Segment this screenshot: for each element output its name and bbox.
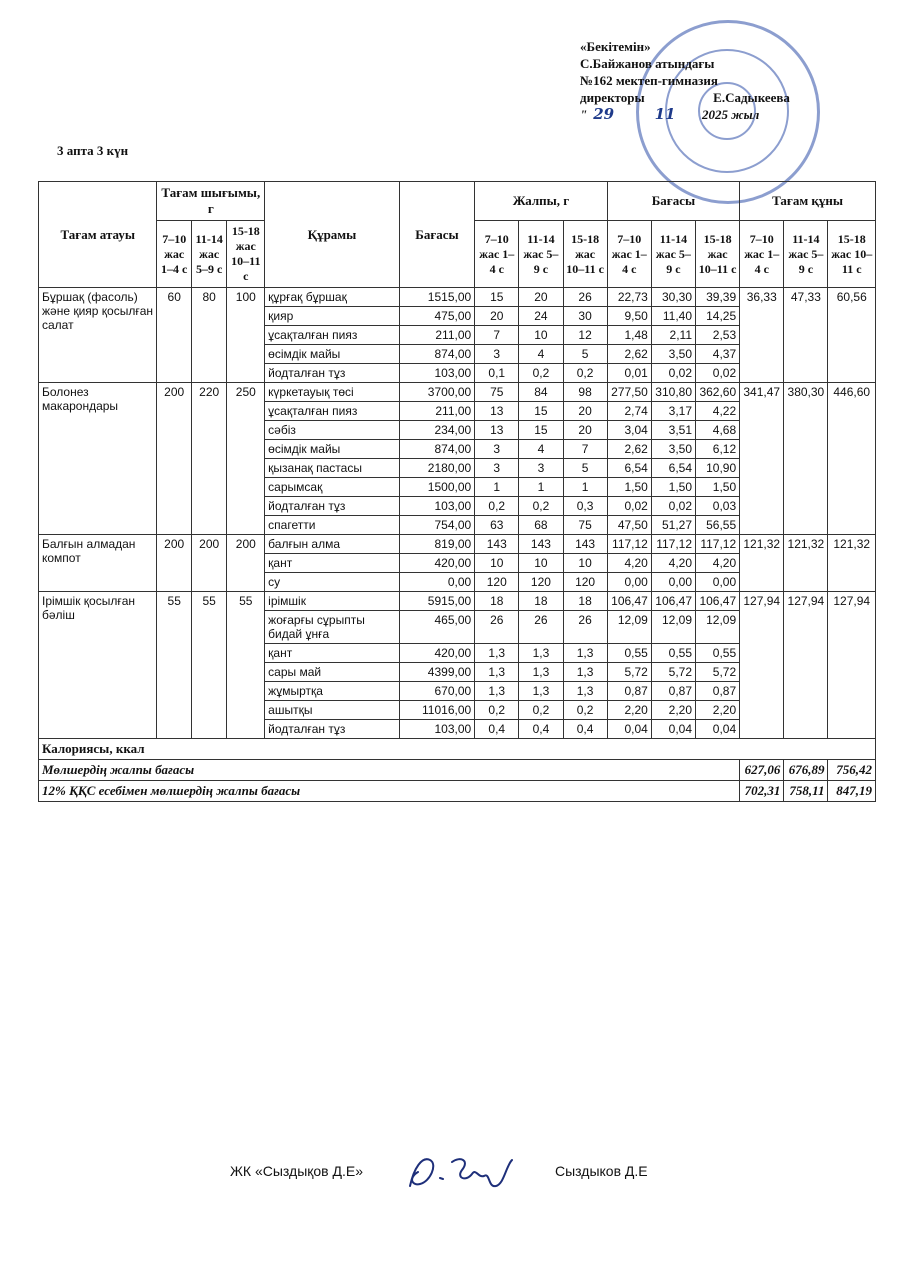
- header-yield: Тағам шығымы, г: [157, 182, 265, 221]
- ingredient-grams: 68: [519, 516, 563, 535]
- ingredient-grams: 7: [475, 326, 519, 345]
- ingredient-cost: 51,27: [651, 516, 695, 535]
- dish-name: Балғын алмадан компот: [39, 535, 157, 592]
- total-cost-row: [39, 760, 876, 781]
- ingredient-grams: 1: [519, 478, 563, 497]
- ingredient-cost: 5,72: [651, 663, 695, 682]
- table-summary: [39, 739, 876, 802]
- ingredient-grams: 98: [563, 383, 607, 402]
- ingredient-cost: 277,50: [607, 383, 651, 402]
- ingredient-price: 2180,00: [399, 459, 474, 478]
- ingredient-cost: 0,04: [696, 720, 740, 739]
- ingredient-grams: 3: [519, 459, 563, 478]
- ingredient-name: спагетти: [265, 516, 400, 535]
- ingredient-grams: 10: [475, 554, 519, 573]
- ingredient-cost: 3,04: [607, 421, 651, 440]
- ingredient-price: 211,00: [399, 326, 474, 345]
- ingredient-grams: 120: [563, 573, 607, 592]
- ingredient-grams: 1,3: [563, 663, 607, 682]
- ingredient-price: 234,00: [399, 421, 474, 440]
- ingredient-cost: 106,47: [607, 592, 651, 611]
- ingredient-cost: 1,48: [607, 326, 651, 345]
- dish-yield: 80: [191, 288, 227, 383]
- ingredient-price: 670,00: [399, 682, 474, 701]
- ingredient-grams: 20: [563, 402, 607, 421]
- header-cost: Бағасы: [607, 182, 739, 221]
- ingredient-grams: 24: [519, 307, 563, 326]
- ingredient-cost: 4,22: [696, 402, 740, 421]
- header-dish-cost: Тағам құны: [740, 182, 876, 221]
- ingredient-cost: 2,20: [696, 701, 740, 720]
- ingredient-grams: 120: [519, 573, 563, 592]
- ingredient-grams: 4: [519, 345, 563, 364]
- ingredient-price: 211,00: [399, 402, 474, 421]
- ingredient-name: қант: [265, 644, 400, 663]
- ingredient-cost: 117,12: [607, 535, 651, 554]
- dish-cost: 36,33: [740, 288, 784, 383]
- ingredient-cost: 2,74: [607, 402, 651, 421]
- ingredient-grams: 1,3: [519, 644, 563, 663]
- ingredient-price: 5915,00: [399, 592, 474, 611]
- ingredient-grams: 0,2: [563, 701, 607, 720]
- ingredient-name: өсімдік майы: [265, 345, 400, 364]
- dish-yield: 200: [157, 383, 191, 535]
- week-day-label: 3 апта 3 күн: [57, 143, 129, 158]
- total-vat-value: 702,31: [740, 781, 784, 802]
- ingredient-name: күркетауық төсі: [265, 383, 400, 402]
- dish-yield: 250: [227, 383, 265, 535]
- ingredient-cost: 47,50: [607, 516, 651, 535]
- ingredient-name: йодталған тұз: [265, 720, 400, 739]
- dish-cost: 127,94: [740, 592, 784, 739]
- ingredient-cost: 0,04: [607, 720, 651, 739]
- ingredient-grams: 18: [519, 592, 563, 611]
- signature-icon: [400, 1148, 520, 1198]
- ingredient-price: 874,00: [399, 345, 474, 364]
- date-month: 11: [654, 105, 676, 123]
- ingredient-price: 475,00: [399, 307, 474, 326]
- ingredient-grams: 15: [475, 288, 519, 307]
- ingredient-name: ашытқы: [265, 701, 400, 720]
- ingredient-grams: 0,4: [475, 720, 519, 739]
- ingredient-price: 465,00: [399, 611, 474, 644]
- dish-cost: 60,56: [828, 288, 876, 383]
- ingredient-name: жоғарғы сұрыпты бидай ұнға: [265, 611, 400, 644]
- dish-name: Болонез макарондары: [39, 383, 157, 535]
- approval-date: [580, 106, 850, 123]
- ingredient-price: 754,00: [399, 516, 474, 535]
- ingredient-cost: 0,55: [696, 644, 740, 663]
- dish-cost: 121,32: [784, 535, 828, 592]
- calories-label: Калориясы, ккал: [39, 739, 876, 760]
- ingredient-cost: 4,37: [696, 345, 740, 364]
- approval-block: [580, 38, 850, 123]
- dish-yield: 100: [227, 288, 265, 383]
- total-vat-row: [39, 781, 876, 802]
- ingredient-cost: 1,50: [651, 478, 695, 497]
- ingredient-cost: 362,60: [696, 383, 740, 402]
- ingredient-cost: 3,50: [651, 345, 695, 364]
- ingredient-cost: 0,02: [651, 497, 695, 516]
- approval-director: [580, 89, 850, 106]
- date-day: 29: [593, 105, 615, 123]
- ingredient-grams: 0,1: [475, 364, 519, 383]
- dish-yield: 55: [227, 592, 265, 739]
- ingredient-grams: 1,3: [519, 682, 563, 701]
- dish-cost: 380,30: [784, 383, 828, 535]
- ingredient-grams: 63: [475, 516, 519, 535]
- ingredient-price: 0,00: [399, 573, 474, 592]
- ingredient-cost: 1,50: [696, 478, 740, 497]
- ingredient-grams: 30: [563, 307, 607, 326]
- ingredient-grams: 1,3: [519, 663, 563, 682]
- ingredient-grams: 1: [563, 478, 607, 497]
- dish-yield: 220: [191, 383, 227, 535]
- ingredient-grams: 1,3: [475, 644, 519, 663]
- ingredient-grams: 26: [563, 288, 607, 307]
- ingredient-grams: 3: [475, 459, 519, 478]
- ingredient-cost: 22,73: [607, 288, 651, 307]
- ingredient-price: 4399,00: [399, 663, 474, 682]
- table-row: [39, 288, 876, 307]
- ingredient-cost: 6,54: [607, 459, 651, 478]
- ingredient-cost: 6,12: [696, 440, 740, 459]
- ingredient-grams: 15: [519, 402, 563, 421]
- ingredient-cost: 9,50: [607, 307, 651, 326]
- ingredient-cost: 0,00: [651, 573, 695, 592]
- ingredient-grams: 143: [563, 535, 607, 554]
- ingredient-cost: 4,20: [607, 554, 651, 573]
- ingredient-grams: 0,2: [519, 497, 563, 516]
- ingredient-grams: 13: [475, 402, 519, 421]
- dish-name: Бұршақ (фасоль) және қияр қосылған салат: [39, 288, 157, 383]
- ingredient-name: су: [265, 573, 400, 592]
- ingredient-cost: 310,80: [651, 383, 695, 402]
- ingredient-name: қияр: [265, 307, 400, 326]
- ingredient-cost: 14,25: [696, 307, 740, 326]
- dish-yield: 60: [157, 288, 191, 383]
- dish-cost: 121,32: [740, 535, 784, 592]
- ingredient-grams: 3: [475, 440, 519, 459]
- ingredient-name: құрғақ бұршақ: [265, 288, 400, 307]
- ingredient-cost: 12,09: [607, 611, 651, 644]
- ingredient-cost: 1,50: [607, 478, 651, 497]
- ingredient-cost: 3,50: [651, 440, 695, 459]
- dish-cost: 121,32: [828, 535, 876, 592]
- ingredient-cost: 2,53: [696, 326, 740, 345]
- ingredient-cost: 2,20: [607, 701, 651, 720]
- ingredient-cost: 117,12: [696, 535, 740, 554]
- ingredient-cost: 6,54: [651, 459, 695, 478]
- total-vat-value: 847,19: [828, 781, 876, 802]
- ingredient-grams: 26: [563, 611, 607, 644]
- ingredient-grams: 0,2: [519, 364, 563, 383]
- header-age-group: 11-14 жас 5–9 с: [519, 221, 563, 288]
- dish-yield: 200: [227, 535, 265, 592]
- table-row: [39, 592, 876, 611]
- ingredient-name: сарымсақ: [265, 478, 400, 497]
- ingredient-grams: 15: [519, 421, 563, 440]
- ingredient-grams: 5: [563, 345, 607, 364]
- ingredient-grams: 20: [519, 288, 563, 307]
- ingredient-cost: 4,20: [696, 554, 740, 573]
- ingredient-price: 1515,00: [399, 288, 474, 307]
- ingredient-price: 874,00: [399, 440, 474, 459]
- ingredient-grams: 10: [519, 326, 563, 345]
- table-row: [39, 383, 876, 402]
- ingredient-grams: 0,2: [563, 364, 607, 383]
- ingredient-name: сәбіз: [265, 421, 400, 440]
- dish-name: Ірімшік қосылған бәліш: [39, 592, 157, 739]
- ingredient-price: 103,00: [399, 497, 474, 516]
- ingredient-grams: 26: [519, 611, 563, 644]
- ingredient-cost: 0,00: [607, 573, 651, 592]
- dish-cost: 47,33: [784, 288, 828, 383]
- ingredient-grams: 1,3: [563, 682, 607, 701]
- ingredient-cost: 0,00: [696, 573, 740, 592]
- ingredient-cost: 5,72: [607, 663, 651, 682]
- ingredient-grams: 13: [475, 421, 519, 440]
- ingredient-name: қызанақ пастасы: [265, 459, 400, 478]
- table-header: [39, 182, 876, 288]
- ingredient-grams: 1: [475, 478, 519, 497]
- ingredient-cost: 0,02: [696, 364, 740, 383]
- total-cost-label: Мөлшердің жалпы бағасы: [39, 760, 740, 781]
- ingredient-cost: 0,03: [696, 497, 740, 516]
- dish-yield: 55: [157, 592, 191, 739]
- ingredient-cost: 2,62: [607, 440, 651, 459]
- ingredient-name: йодталған тұз: [265, 364, 400, 383]
- ingredient-cost: 0,55: [651, 644, 695, 663]
- ingredient-name: қант: [265, 554, 400, 573]
- ingredient-cost: 11,40: [651, 307, 695, 326]
- ingredient-grams: 1,3: [475, 663, 519, 682]
- ingredient-cost: 0,02: [607, 497, 651, 516]
- ingredient-cost: 12,09: [696, 611, 740, 644]
- ingredient-name: ірімшік: [265, 592, 400, 611]
- ingredient-grams: 120: [475, 573, 519, 592]
- ingredient-cost: 2,20: [651, 701, 695, 720]
- approval-title: «Бекітемін»: [580, 39, 651, 54]
- header-age-group: 7–10 жас 1–4 с: [157, 221, 191, 288]
- ingredient-grams: 0,4: [563, 720, 607, 739]
- ingredient-cost: 0,02: [651, 364, 695, 383]
- ingredient-grams: 20: [475, 307, 519, 326]
- menu-table: [38, 181, 876, 802]
- ingredient-grams: 0,2: [519, 701, 563, 720]
- ingredient-cost: 39,39: [696, 288, 740, 307]
- ingredient-cost: 5,72: [696, 663, 740, 682]
- ingredient-price: 103,00: [399, 364, 474, 383]
- ingredient-grams: 18: [475, 592, 519, 611]
- ingredient-grams: 75: [475, 383, 519, 402]
- footer-signer: Сыздыков Д.Е: [555, 1163, 648, 1179]
- header-age-group: 7–10 жас 1–4 с: [607, 221, 651, 288]
- header-age-group: 7–10 жас 1–4 с: [740, 221, 784, 288]
- ingredient-cost: 117,12: [651, 535, 695, 554]
- ingredient-cost: 0,55: [607, 644, 651, 663]
- approval-school-name: С.Байжанов атындағы: [580, 56, 715, 71]
- ingredient-name: ұсақталған пияз: [265, 326, 400, 345]
- header-age-group: 11-14 жас 5–9 с: [784, 221, 828, 288]
- header-price: Бағасы: [399, 182, 474, 288]
- header-composition: Құрамы: [265, 182, 400, 288]
- header-age-group: 11-14 жас 5–9 с: [191, 221, 227, 288]
- ingredient-cost: 2,11: [651, 326, 695, 345]
- ingredient-price: 420,00: [399, 554, 474, 573]
- ingredient-cost: 0,87: [696, 682, 740, 701]
- dish-cost: 341,47: [740, 383, 784, 535]
- total-vat-label: 12% ҚҚС есебімен мөлшердің жалпы бағасы: [39, 781, 740, 802]
- ingredient-grams: 0,3: [563, 497, 607, 516]
- ingredient-price: 819,00: [399, 535, 474, 554]
- date-year: 2025 жыл: [701, 107, 760, 122]
- ingredient-price: 420,00: [399, 644, 474, 663]
- ingredient-grams: 4: [519, 440, 563, 459]
- ingredient-cost: 0,87: [607, 682, 651, 701]
- ingredient-name: жұмыртқа: [265, 682, 400, 701]
- ingredient-grams: 26: [475, 611, 519, 644]
- ingredient-name: йодталған тұз: [265, 497, 400, 516]
- header-age-group: 15-18 жас 10–11 с: [828, 221, 876, 288]
- dish-cost: 127,94: [784, 592, 828, 739]
- ingredient-cost: 106,47: [651, 592, 695, 611]
- ingredient-grams: 7: [563, 440, 607, 459]
- dish-cost: 127,94: [828, 592, 876, 739]
- ingredient-grams: 143: [475, 535, 519, 554]
- ingredient-cost: 3,17: [651, 402, 695, 421]
- ingredient-price: 3700,00: [399, 383, 474, 402]
- director-name: Е.Садыкеева: [713, 90, 790, 105]
- ingredient-cost: 4,20: [651, 554, 695, 573]
- ingredient-grams: 0,4: [519, 720, 563, 739]
- header-age-group: 15-18 жас 10–11 с: [227, 221, 265, 288]
- approval-school-number: №162 мектеп-гимназия: [580, 73, 718, 88]
- dish-yield: 55: [191, 592, 227, 739]
- ingredient-name: өсімдік майы: [265, 440, 400, 459]
- ingredient-name: ұсақталған пияз: [265, 402, 400, 421]
- total-vat-value: 758,11: [784, 781, 828, 802]
- header-age-group: 15-18 жас 10–11 с: [696, 221, 740, 288]
- header-age-group: 7–10 жас 1–4 с: [475, 221, 519, 288]
- dish-yield: 200: [191, 535, 227, 592]
- ingredient-grams: 84: [519, 383, 563, 402]
- ingredient-cost: 106,47: [696, 592, 740, 611]
- ingredient-name: сары май: [265, 663, 400, 682]
- header-dish-name: Тағам атауы: [39, 182, 157, 288]
- table-body: [39, 288, 876, 739]
- ingredient-cost: 0,04: [651, 720, 695, 739]
- ingredient-grams: 5: [563, 459, 607, 478]
- ingredient-cost: 30,30: [651, 288, 695, 307]
- ingredient-cost: 56,55: [696, 516, 740, 535]
- ingredient-name: балғын алма: [265, 535, 400, 554]
- ingredient-grams: 0,2: [475, 701, 519, 720]
- header-total-g: Жалпы, г: [475, 182, 608, 221]
- ingredient-grams: 75: [563, 516, 607, 535]
- ingredient-cost: 4,68: [696, 421, 740, 440]
- ingredient-price: 1500,00: [399, 478, 474, 497]
- header-age-group: 11-14 жас 5–9 с: [651, 221, 695, 288]
- ingredient-price: 11016,00: [399, 701, 474, 720]
- director-label: директоры: [580, 90, 645, 105]
- header-age-group: 15-18 жас 10–11 с: [563, 221, 607, 288]
- ingredient-price: 103,00: [399, 720, 474, 739]
- date-quote: ": [580, 107, 588, 122]
- ingredient-cost: 3,51: [651, 421, 695, 440]
- calories-row: [39, 739, 876, 760]
- total-cost-value: 756,42: [828, 760, 876, 781]
- ingredient-cost: 2,62: [607, 345, 651, 364]
- ingredient-grams: 10: [519, 554, 563, 573]
- ingredient-grams: 0,2: [475, 497, 519, 516]
- ingredient-grams: 10: [563, 554, 607, 573]
- ingredient-grams: 1,3: [563, 644, 607, 663]
- ingredient-grams: 3: [475, 345, 519, 364]
- ingredient-cost: 0,87: [651, 682, 695, 701]
- total-cost-value: 627,06: [740, 760, 784, 781]
- table-row: [39, 535, 876, 554]
- ingredient-grams: 20: [563, 421, 607, 440]
- ingredient-grams: 18: [563, 592, 607, 611]
- ingredient-grams: 1,3: [475, 682, 519, 701]
- ingredient-cost: 10,90: [696, 459, 740, 478]
- ingredient-cost: 0,01: [607, 364, 651, 383]
- dish-cost: 446,60: [828, 383, 876, 535]
- total-cost-value: 676,89: [784, 760, 828, 781]
- ingredient-grams: 12: [563, 326, 607, 345]
- ingredient-cost: 12,09: [651, 611, 695, 644]
- dish-yield: 200: [157, 535, 191, 592]
- footer-company: ЖК «Сыздықов Д.Е»: [230, 1163, 364, 1179]
- ingredient-grams: 143: [519, 535, 563, 554]
